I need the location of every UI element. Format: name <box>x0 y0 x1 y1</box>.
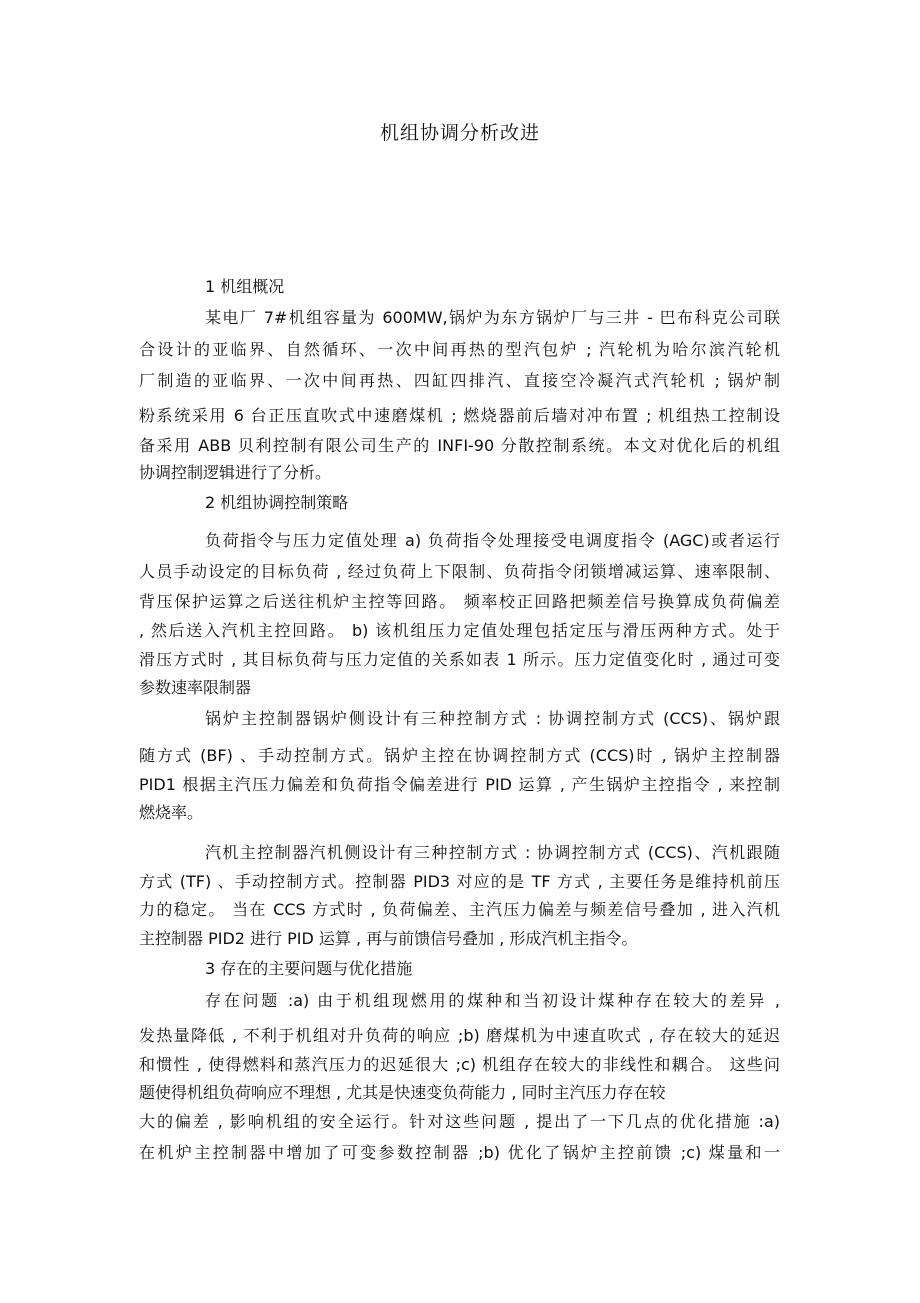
text-line: 人员手动设定的目标负荷 , 经过负荷上下限制、负荷指令闭锁增减运算、速率限制、 <box>139 562 780 581</box>
section-heading-3: 3 存在的主要问题与优化措施 <box>205 959 413 978</box>
text-line: 题使得机组负荷响应不理想 , 尤其是快速变负荷能力 , 同时主汽压力存在较 <box>139 1083 666 1102</box>
text-line: 在机炉主控制器中增加了可变参数控制器 ;b) 优化了锅炉主控前馈 ;c) 煤量和一 <box>139 1143 780 1162</box>
text-line: 某电厂 7#机组容量为 600MW,锅炉为东方锅炉厂与三井 - 巴布科克公司联 <box>205 308 780 327</box>
text-line: 滑压方式时 , 其目标负荷与压力定值的关系如表 1 所示。压力定值变化时 , 通过可变 <box>139 650 780 669</box>
text-line: 随方式 (BF) 、手动控制方式。锅炉主控在协调控制方式 (CCS)时 , 锅炉主控制器 <box>139 746 780 765</box>
text-line: 参数速率限制器 <box>139 678 252 697</box>
section-heading-1: 1 机组概况 <box>205 277 285 296</box>
text-line: PID1 根据主汽压力偏差和负荷指令偏差进行 PID 运算 , 产生锅炉主控指令 , 来控制 <box>139 775 780 794</box>
text-line: , 然后送入汽机主控回路。 b) 该机组压力定值处理包括定压与滑压两种方式。处于 <box>139 621 780 640</box>
text-line: 大的偏差 , 影响机组的安全运行。针对这些问题 , 提出了一下几点的优化措施 :a) <box>139 1112 780 1131</box>
text-line: 负荷指令与压力定值处理 a) 负荷指令处理接受电调度指令 (AGC)或者运行 <box>205 531 780 550</box>
text-line: 厂制造的亚临界、一次中间再热、四缸四排汽、直接空冷凝汽式汽轮机 ; 锅炉制 <box>139 371 780 390</box>
text-line: 发热量降低 , 不利于机组对升负荷的响应 ;b) 磨煤机为中速直吹式 , 存在较大的延迟 <box>139 1026 780 1045</box>
text-line: 合设计的亚临界、自然循环、一次中间再热的型汽包炉 ; 汽轮机为哈尔滨汽轮机 <box>139 340 780 359</box>
text-line: 背压保护运算之后送往机炉主控等回路。 频率校正回路把频差信号换算成负荷偏差 <box>139 592 780 611</box>
text-line: 协调控制逻辑进行了分析。 <box>139 463 332 482</box>
text-line: 和惯性 , 使得燃料和蒸汽压力的迟延很大 ;c) 机组存在较大的非线性和耦合。 这些问 <box>139 1055 780 1074</box>
text-line: 力的稳定。 当在 CCS 方式时 , 负荷偏差、主汽压力偏差与频差信号叠加 , 进入汽机 <box>139 900 780 919</box>
page-title: 机组协调分析改进 <box>379 122 540 144</box>
text-line: 主控制器 PID2 进行 PID 运算 , 再与前馈信号叠加 , 形成汽机主指令。 <box>139 929 638 948</box>
text-line: 粉系统采用 6 台正压直吹式中速磨煤机 ; 燃烧器前后墙对冲布置 ; 机组热工控制设 <box>139 406 780 425</box>
text-line: 方式 (TF) 、手动控制方式。控制器 PID3 对应的是 TF 方式 , 主要任务是维持机前压 <box>139 872 780 891</box>
section-heading-2: 2 机组协调控制策略 <box>205 493 349 512</box>
text-line: 燃烧率。 <box>139 803 204 822</box>
text-line: 汽机主控制器汽机侧设计有三种控制方式 : 协调控制方式 (CCS)、汽机跟随 <box>205 843 780 862</box>
text-line: 存在问题 :a) 由于机组现燃用的煤种和当初设计煤种存在较大的差异 , <box>205 991 780 1010</box>
text-line: 锅炉主控制器锅炉侧设计有三种控制方式 : 协调控制方式 (CCS)、锅炉跟 <box>205 709 780 728</box>
text-line: 备采用 ABB 贝利控制有限公司生产的 INFI-90 分散控制系统。本文对优化后的机组 <box>139 436 780 455</box>
